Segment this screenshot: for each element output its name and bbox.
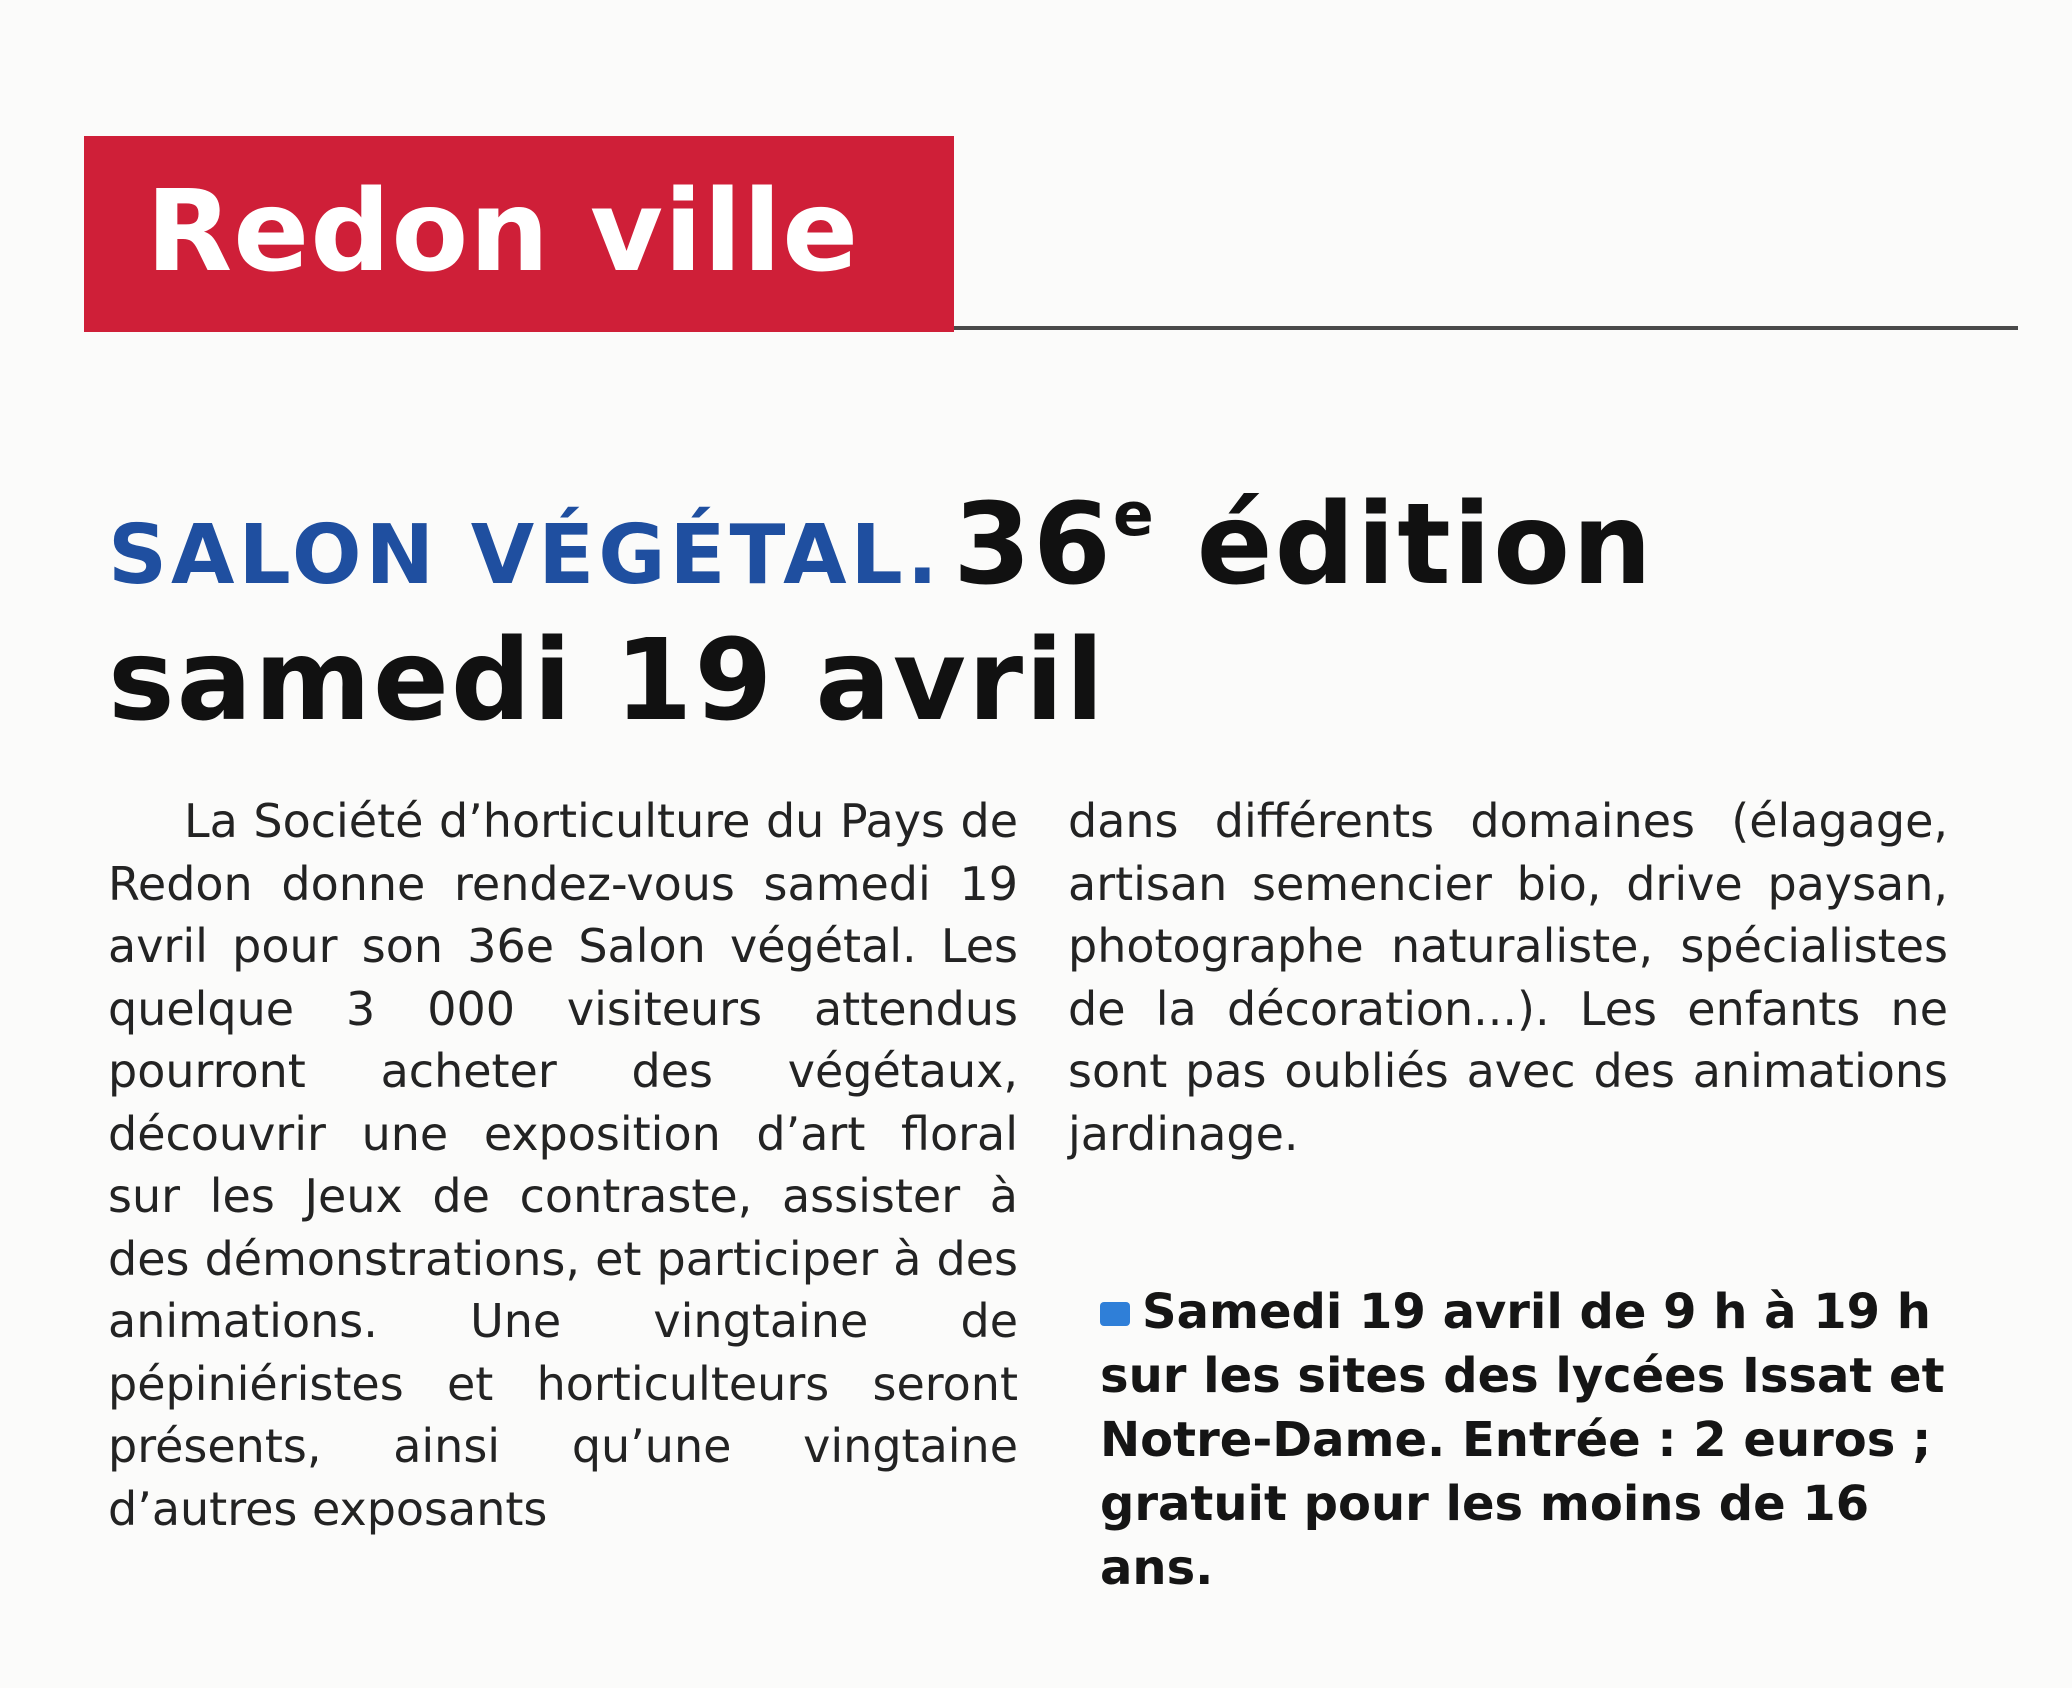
title-superscript: e	[1112, 480, 1156, 550]
square-bullet-icon	[1100, 1302, 1130, 1326]
section-title: Redon ville	[146, 167, 860, 297]
event-info	[1100, 1280, 1980, 1600]
article-column-left	[108, 790, 1018, 1540]
headline-kicker: SALON VÉGÉTAL.	[108, 508, 942, 603]
headline-title	[953, 480, 1654, 610]
body-paragraph-1: La Société d’horticulture du Pays de Redon donne rendez-vous samedi 19 avril pour son 36e Salon végétal. Les quelque 3 000 visiteurs attendus pourront acheter des végétaux, découvrir une exposition d’art floral sur les Jeux de contraste, assister à des démonstrations, et participer à des animations. Une vingtaine de pépiniéristes et horticulteurs seront présents, ainsi qu’une vingtaine d’autres exposants	[108, 794, 1018, 1536]
title-rest: édition	[1196, 480, 1654, 610]
event-info-text	[1100, 1280, 1980, 1600]
section-banner	[84, 136, 954, 332]
title-number: 36	[953, 480, 1113, 610]
headline-line-2: samedi 19 avril	[108, 616, 1106, 746]
body-paragraph-2: dans différents domaines (élagage, artisan semencier bio, drive paysan, photographe naturaliste, spécialistes de la décoration...). Les enfants ne sont pas oubliés avec des animations jardinage.	[1068, 794, 1948, 1161]
event-info-content: Samedi 19 avril de 9 h à 19 h sur les sites des lycées Issat et Notre-Dame. Entrée : 2 euros ; gratuit pour les moins de 16 ans.	[1100, 1284, 1945, 1596]
article-column-right	[1068, 790, 1948, 1165]
headline-line-1	[108, 480, 2008, 616]
article-headline	[108, 480, 2008, 752]
section-divider	[954, 326, 2018, 330]
